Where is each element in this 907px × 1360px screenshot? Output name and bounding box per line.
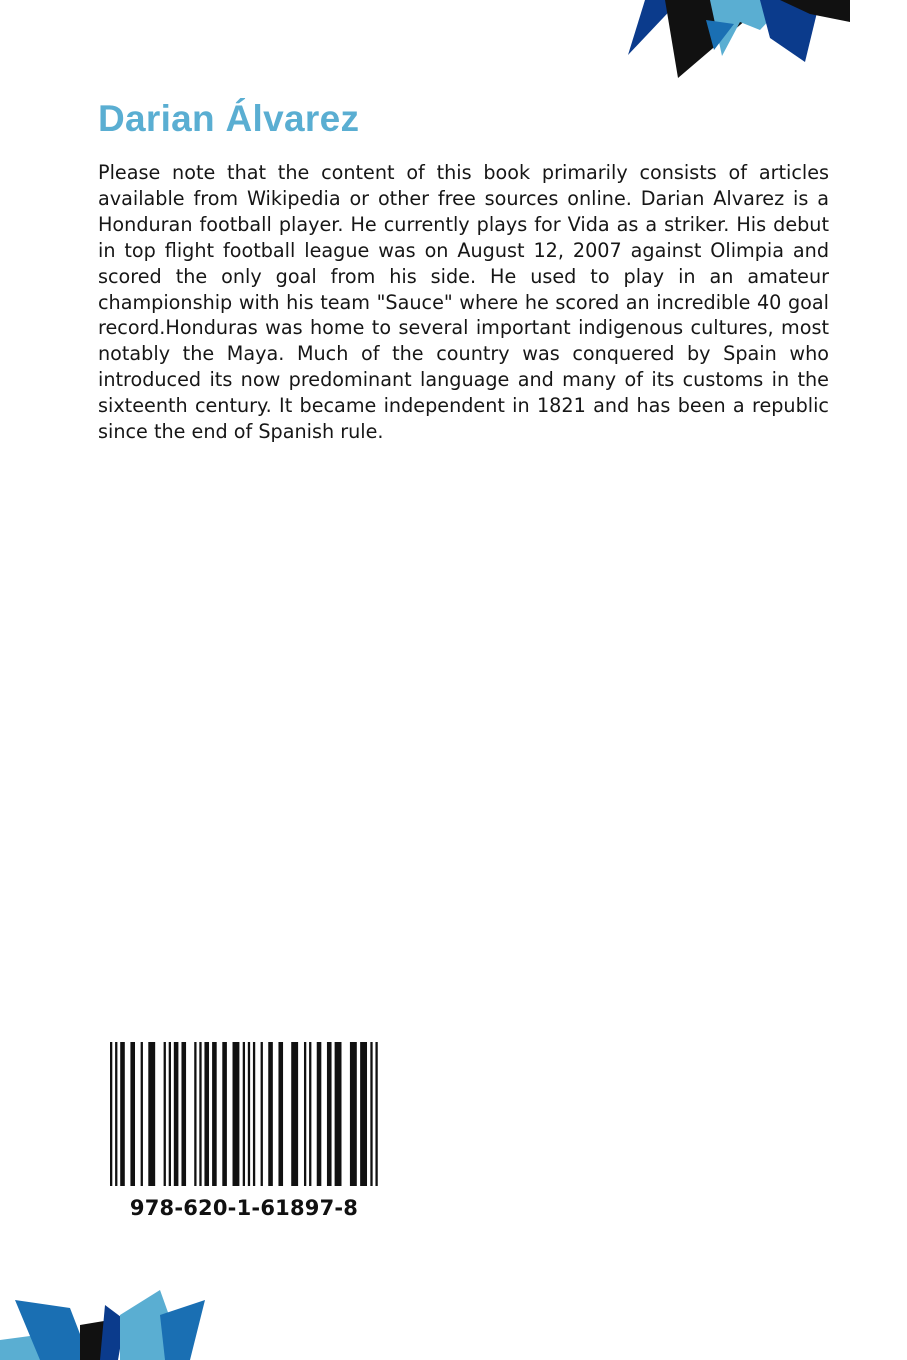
barcode-bar bbox=[261, 1042, 263, 1186]
barcode-bar bbox=[304, 1042, 306, 1186]
barcode-bar bbox=[141, 1042, 143, 1186]
barcode-bar bbox=[222, 1042, 227, 1186]
barcode-bar bbox=[115, 1042, 117, 1186]
barcode-bar bbox=[317, 1042, 322, 1186]
barcode-bar bbox=[120, 1042, 125, 1186]
barcode-bar bbox=[248, 1042, 250, 1186]
barcode-bar bbox=[243, 1042, 245, 1186]
barcode-bar bbox=[212, 1042, 217, 1186]
barcode-bar bbox=[233, 1042, 240, 1186]
barcode-bar bbox=[148, 1042, 155, 1186]
barcode-bar bbox=[194, 1042, 196, 1186]
barcode-bar bbox=[291, 1042, 298, 1186]
barcode-bar bbox=[204, 1042, 209, 1186]
barcode-bar bbox=[169, 1042, 171, 1186]
bottom-star-decoration bbox=[0, 1280, 230, 1360]
barcode-bar bbox=[350, 1042, 357, 1186]
barcode-bar bbox=[110, 1042, 112, 1186]
barcode-bar bbox=[335, 1042, 342, 1186]
barcode-bar bbox=[253, 1042, 255, 1186]
barcode-bar bbox=[309, 1042, 311, 1186]
barcode-bar bbox=[278, 1042, 283, 1186]
top-star-decoration bbox=[610, 0, 907, 90]
barcode-bar bbox=[360, 1042, 367, 1186]
barcode-bar bbox=[268, 1042, 273, 1186]
barcode-bar bbox=[181, 1042, 186, 1186]
author-name: Darian Álvarez bbox=[98, 98, 360, 139]
barcode-bar bbox=[174, 1042, 179, 1186]
barcode bbox=[110, 1042, 378, 1186]
barcode-bar bbox=[164, 1042, 166, 1186]
barcode-bar bbox=[130, 1042, 135, 1186]
barcode-bar bbox=[370, 1042, 372, 1186]
isbn-number: 978-620-1-61897-8 bbox=[129, 1196, 359, 1220]
book-description: Please note that the content of this book primarily consists of articles available from Wikipedia or other free sources online. Darian Alvarez is a Honduran football player. He currently plays for Vida as a striker. His debut in top flight football league was on August 12, 2007 against Olimpia and scored the only goal from his side. He used to play in an amateur championship with his team "Sauce" where he scored an incredible 40 goal record.Honduras was home to several important indigenous cultures, most notably the Maya. Much of the country was conquered by Spain who introduced its now predominant language and many of its customs in the sixteenth century. It became independent in 1821 and has been a republic since the end of Spanish rule. bbox=[98, 161, 829, 444]
barcode-bar bbox=[199, 1042, 201, 1186]
barcode-bar bbox=[375, 1042, 377, 1186]
barcode-bar bbox=[327, 1042, 332, 1186]
